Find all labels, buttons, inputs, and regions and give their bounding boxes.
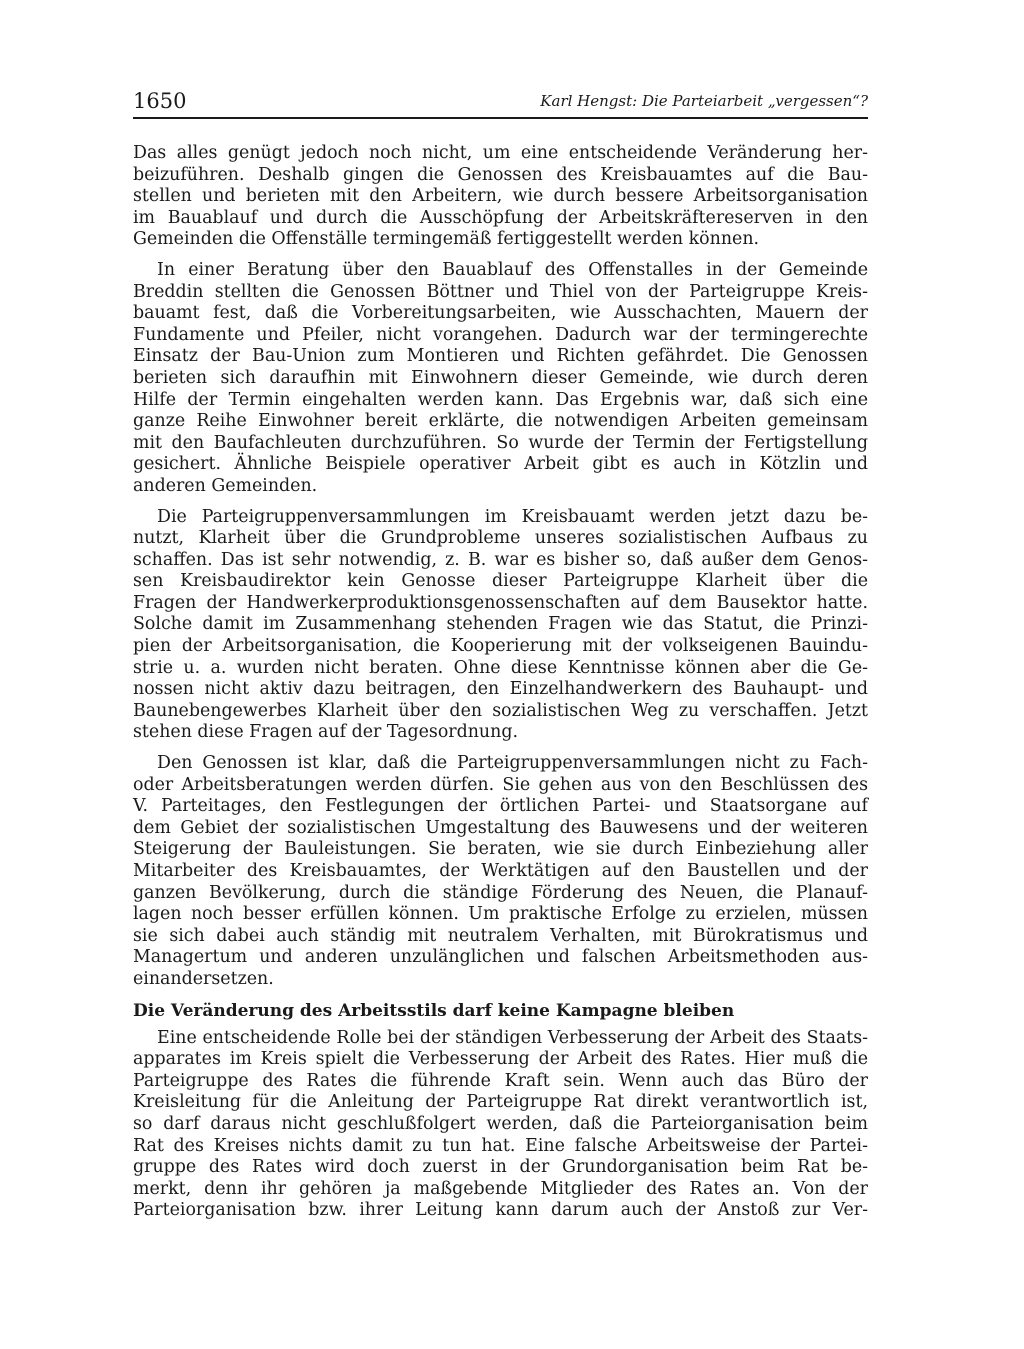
text-line: oder Arbeitsberatungen werden dürfen. Sie gehen aus von den Beschlüssen des <box>133 774 868 795</box>
text-line: gesichert. Ähnliche Beispiele operativer Arbeit gibt es auch in Kötzlin und <box>133 454 868 475</box>
text-line: bauamt fest, daß die Vorbereitungsarbeiten, wie Ausschachten, Mauern der <box>133 303 868 324</box>
text-line: nutzt, Klarheit über die Grundprobleme unseres sozialistischen Aufbaus zu <box>133 528 868 549</box>
text-line: Fragen der Handwerkerproduktionsgenossenschaften auf dem Bausektor hatte. <box>133 592 868 613</box>
page-number: 1650 <box>133 89 187 113</box>
text-line: Eine entscheidende Rolle bei der ständigen Verbesserung der Arbeit des Staats- <box>157 1027 868 1048</box>
running-head: Karl Hengst: Die Parteiarbeit „vergessen“? <box>540 92 868 110</box>
text-line: sie sich dabei auch ständig mit neutralem Verhalten, mit Bürokratismus und <box>133 925 868 946</box>
text-line: Fundamente und Pfeiler, nicht vorangehen. Dadurch war der termingerechte <box>133 324 868 345</box>
text-line: Die Parteigruppenversammlungen im Kreisbauamt werden jetzt dazu be- <box>157 506 868 527</box>
text-line: lagen noch besser erfüllen können. Um praktische Erfolge zu erzielen, müssen <box>133 904 868 925</box>
text-line: berieten sich daraufhin mit Einwohnern dieser Gemeinde, wie durch deren <box>133 367 868 388</box>
text-line: strie u. a. wurden nicht beraten. Ohne diese Kenntnisse können aber die Ge- <box>133 657 868 678</box>
text-line: Gemeinden die Offenställe termingemäß fertiggestellt werden können. <box>133 229 760 250</box>
text-line: im Bauablauf und durch die Ausschöpfung der Arbeitskräftereserven in den <box>133 207 868 228</box>
text-line: mit den Baufachleuten durchzuführen. So wurde der Termin der Fertigstellung <box>133 432 868 453</box>
text-line: Mitarbeiter des Kreisbauamtes, der Werktätigen auf den Baustellen und der <box>133 861 868 881</box>
text-line: Den Genossen ist klar, daß die Parteigruppenversammlungen nicht zu Fach- <box>157 753 868 774</box>
text-line: Managertum und anderen unzulänglichen und falschen Arbeitsmethoden aus- <box>133 947 868 968</box>
text-line: ganzen Bevölkerung, durch die ständige Förderung des Neuen, die Planauf- <box>133 882 868 903</box>
paragraph-3 <box>133 507 868 745</box>
text-line: anderen Gemeinden. <box>133 475 318 496</box>
text-line: Kreisleitung für die Anleitung der Parteigruppe Rat direkt verantwortlich ist, <box>133 1092 868 1113</box>
page-header <box>133 88 868 114</box>
text-line: beizuführen. Deshalb gingen die Genossen des Kreisbauamtes auf die Bau- <box>133 164 868 185</box>
text-line: stellen und berieten mit den Arbeitern, wie durch bessere Arbeitsorganisation <box>133 186 868 207</box>
section-heading: Die Veränderung des Arbeitsstils darf keine Kampagne bleiben <box>133 1000 735 1021</box>
text-line: schaffen. Das ist sehr notwendig, z. B. war es bisher so, daß außer dem Genos- <box>133 549 868 570</box>
text-line: Steigerung der Bauleistungen. Sie beraten, wie sie durch Einbeziehung aller <box>133 839 868 860</box>
text-line: Das alles genügt jedoch noch nicht, um eine entscheidende Veränderung her- <box>133 143 868 163</box>
text-line: sen Kreisbaudirektor kein Genosse dieser Parteigruppe Klarheit über die <box>133 571 868 592</box>
text-line: Baunebengewerbes Klarheit über den sozialistischen Weg zu verschaffen. Jetzt <box>133 700 868 721</box>
text-line: einandersetzen. <box>133 968 274 989</box>
text-line: stehen diese Fragen auf der Tagesordnung. <box>133 722 518 743</box>
header-rule <box>133 117 868 119</box>
article-body <box>133 143 868 1231</box>
text-line: so darf daraus nicht geschlußfolgert werden, daß die Parteiorganisation beim <box>133 1113 868 1134</box>
text-line: Rat des Kreises nichts damit zu tun hat. Eine falsche Arbeitsweise der Partei- <box>133 1135 868 1156</box>
text-line: Breddin stellten die Genossen Böttner und Thiel von der Parteigruppe Kreis- <box>133 281 868 302</box>
paragraph-5 <box>133 1028 868 1222</box>
text-line: gruppe des Rates wird doch zuerst in der Grundorganisation beim Rat be- <box>133 1157 868 1178</box>
text-line: V. Parteitages, den Festlegungen der örtlichen Partei- und Staatsorgane auf <box>133 796 868 817</box>
text-line: Parteiorganisation bzw. ihrer Leitung kann darum auch der Anstoß zur Ver- <box>133 1200 868 1221</box>
paragraph-2 <box>133 260 868 498</box>
paragraph-1 <box>133 143 868 251</box>
text-line: nossen nicht aktiv dazu beitragen, den Einzelhandwerkern des Bauhaupt- und <box>133 679 868 700</box>
text-line: dem Gebiet der sozialistischen Umgestaltung des Bauwesens und der weiteren <box>133 817 868 838</box>
paragraph-4 <box>133 753 868 991</box>
text-line: ganze Reihe Einwohner bereit erklärte, die notwendigen Arbeiten gemeinsam <box>133 411 868 432</box>
text-line: Hilfe der Termin eingehalten werden kann. Das Ergebnis war, daß sich eine <box>133 389 868 410</box>
text-line: Parteigruppe des Rates die führende Kraft sein. Wenn auch das Büro der <box>133 1070 868 1091</box>
text-line: In einer Beratung über den Bauablauf des Offenstalles in der Gemeinde <box>157 259 868 280</box>
text-line: merkt, denn ihr gehören ja maßgebende Mitglieder des Rates an. Von der <box>133 1178 868 1199</box>
text-line: Einsatz der Bau-Union zum Montieren und Richten gefährdet. Die Genossen <box>133 346 868 367</box>
text-line: pien der Arbeitsorganisation, die Kooperierung mit der volkseigenen Bauindu- <box>133 636 868 657</box>
text-line: Solche damit im Zusammenhang stehenden Fragen wie das Statut, die Prinzi- <box>133 614 868 635</box>
text-line: apparates im Kreis spielt die Verbesserung der Arbeit des Rates. Hier muß die <box>133 1049 868 1070</box>
